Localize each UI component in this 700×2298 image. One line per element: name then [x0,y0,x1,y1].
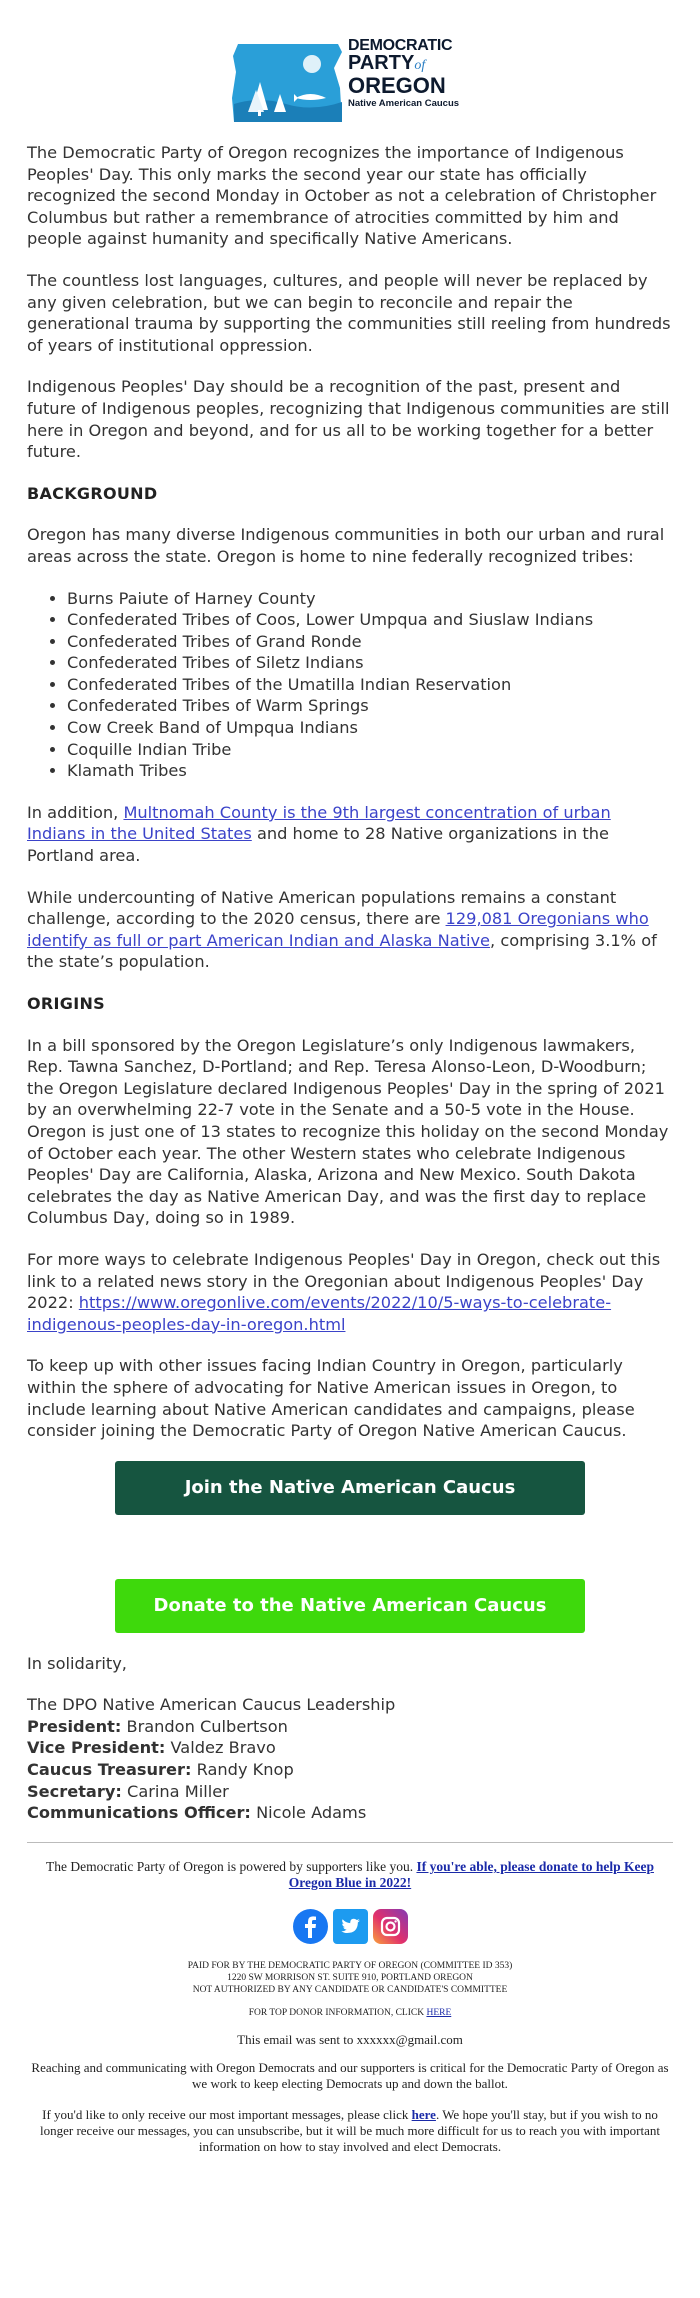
signoff [0,1653,700,1824]
role-name: Nicole Adams [256,1803,367,1823]
origins-paragraph-1: In a bill sponsored by the Oregon Legislature’s only Indigenous lawmakers, Rep. Tawna Sanchez, D-Portland; and Rep. Teresa Alonso-Leon, D-Woodburn; the Oregon Legislature declared Indigenous Peoples' Day in the spring of 2021 by an overwhelming 22-7 vote in the Senate and a 50-5 vote in the House. Oregon is just one of 13 states to recognize this holiday on the second Monday of October each year. The other Western states who celebrate Indigenous Peoples' Day are California, Alaska, Arizona and New Mexico. South Dakota celebrates the day as Native American Day, and was the first day to replace Columbus Day, doing so in 1989. [27,1035,669,1228]
donate-footer-link[interactable]: If you're able, please donate to help Keep Oregon Blue in 2022! [288,1858,654,1890]
instagram-icon[interactable] [373,1909,408,1944]
text-span: While undercounting of Native American populations remains a constant challenge, according to the 2020 census, there are [27,887,617,929]
origins-paragraph-2 [27,1249,673,1335]
sent-to-text: This email was sent to xxxxxx@gmail.com [237,2031,463,2047]
intro-paragraph-3: Indigenous Peoples' Day should be a recognition of the past, present and future of Indigenous peoples, recognizing that Indigenous communities are still here in Oregon and beyond, and for us all to be working together for a better future. [27,377,670,462]
role-name: Randy Knop [196,1760,294,1780]
text-span: , comprising 3.1% of the state’s population. [27,930,657,972]
logo-line-party [348,54,478,75]
intro-paragraph-1: The Democratic Party of Oregon recognizes the importance of Indigenous Peoples' Day. This only marks the second year our state has officially recognized the second Monday in October as not a celebration of Christopher Columbus but rather a remembrance of atrocities committed by him and people against humanity and specifically Native Americans. [27,143,657,249]
list-item: • Confederated Tribes of Grand Ronde [67,631,673,653]
role-name: Valdez Bravo [170,1738,276,1758]
reaching-text: Reaching and communicating with Oregon Democrats and our supporters is critical for the Democratic Party of Oregon as we work to keep electing Democrats up and down the ballot. [31,2059,669,2091]
list-item: • Confederated Tribes of the Umatilla Indian Reservation [67,674,673,696]
donate-button-row [0,1515,700,1633]
text-span: The Democratic Party of Oregon is powered by supporters like you. [46,1858,417,1874]
facebook-icon[interactable] [293,1909,328,1944]
text-span: If you'd like to only receive our most important messages, please click [42,2106,412,2122]
background-paragraph-2 [27,802,673,867]
top-donor-info [30,2008,670,2018]
preferences-link[interactable]: here [411,2106,436,2122]
role-title: Secretary: [27,1781,122,1801]
logo-line-oregon: OREGON [348,73,446,98]
text-span: . We hope you'll stay, but if you wish to no longer receive our messages, you can unsubscribe, but it will be much more difficult for us to reach you with important information on how to stay involved and elect Democrats. [40,2106,660,2154]
role-title: President: [27,1716,122,1736]
closing-text: In solidarity, [27,1653,127,1673]
footer [0,1859,700,2155]
role-vice-president [27,1737,673,1759]
role-treasurer [27,1759,673,1781]
twitter-icon[interactable] [333,1909,368,1944]
logo-of-text: of [414,58,426,73]
role-name: Carina Miller [127,1781,229,1801]
list-item: • Cow Creek Band of Umpqua Indians [67,717,673,739]
list-item: • Confederated Tribes of Warm Springs [67,695,673,717]
list-item: • Confederated Tribes of Siletz Indians [67,652,673,674]
header-logo [0,0,700,142]
role-title: Communications Officer: [27,1803,251,1823]
paid-line-3: NOT AUTHORIZED BY ANY CANDIDATE OR CANDIDATE'S COMMITTEE [192,1984,508,1995]
paid-for-disclaimer [30,1960,670,1996]
origins-paragraph-3: To keep up with other issues facing Indian Country in Oregon, particularly within the sphere of advocating for Native American issues in Oregon, to include learning about Native American candidates and campaigns, please consider joining the Democratic Party of Oregon Native American Caucus. [27,1356,635,1441]
logo-wordmark [348,38,478,111]
oregonlive-link[interactable]: https://www.oregonlive.com/events/2022/10/5-ways-to-celebrate-indigenous-peoples-day-in-oregon.html [27,1293,612,1334]
social-icons [30,1909,670,1944]
role-president [27,1716,673,1738]
paid-line-1: PAID FOR BY THE DEMOCRATIC PARTY OF OREGON (COMMITTEE ID 353) [187,1960,513,1971]
role-title: Caucus Treasurer: [27,1760,192,1780]
leadership-team: The DPO Native American Caucus Leadership [27,1695,396,1715]
list-item: • Coquille Indian Tribe [67,739,673,761]
multnomah-link[interactable]: Multnomah County is the 9th largest concentration of urban Indians in the United States [27,802,611,844]
paid-line-2: 1220 SW MORRISON ST. SUITE 910, PORTLAND OREGON [227,1972,473,1983]
census-link[interactable]: 129,081 Oregonians who identify as full or part American Indian and Alaska Native [27,909,649,950]
text-span: In addition, [27,802,124,822]
logo-subtitle: Native American Caucus [348,98,460,109]
text-span: and home to 28 Native organizations in the Portland area. [27,824,609,866]
powered-by-text [30,1859,670,1891]
role-communications-officer [27,1802,673,1824]
footer-divider [27,1842,673,1843]
spacer [27,1674,673,1694]
role-secretary [27,1781,673,1803]
email-body [0,142,700,1442]
role-name: Brandon Culbertson [126,1716,288,1736]
tribes-list [27,588,673,782]
background-paragraph-3 [27,887,673,973]
background-heading: BACKGROUND [27,483,158,503]
list-item: • Klamath Tribes [67,760,673,782]
origins-heading: ORIGINS [27,994,105,1013]
logo-line-democratic: DEMOCRATIC [348,37,453,54]
join-caucus-button[interactable]: Join the Native American Caucus [115,1461,585,1515]
list-item: • Burns Paiute of Harney County [67,588,673,610]
join-button-row [0,1458,700,1515]
background-paragraph-1: Oregon has many diverse Indigenous communities in both our urban and rural areas across the state. Oregon is home to nine federally recognized tribes: [27,525,665,566]
intro-paragraph-2: The countless lost languages, cultures, and people will never be replaced by any given celebration, but we can begin to reconcile and repair the generational trauma by supporting the communities still reeling from hundreds of years of institutional oppression. [27,270,671,355]
text-span: FOR TOP DONOR INFORMATION, CLICK [248,2007,427,2018]
donate-caucus-button[interactable]: Donate to the Native American Caucus [115,1579,585,1633]
oregon-map-logo-icon [230,38,350,128]
logo-party-text: PARTY [348,52,415,74]
top-donor-link[interactable]: HERE [426,2007,452,2018]
text-span: For more ways to celebrate Indigenous Peoples' Day in Oregon, check out this link to a related news story in the Oregonian about Indigenous Peoples' Day 2022: [27,1249,661,1313]
role-title: Vice President: [27,1738,166,1758]
preferences-text [30,2107,670,2155]
list-item: • Confederated Tribes of Coos, Lower Umpqua and Siuslaw Indians [67,609,673,631]
